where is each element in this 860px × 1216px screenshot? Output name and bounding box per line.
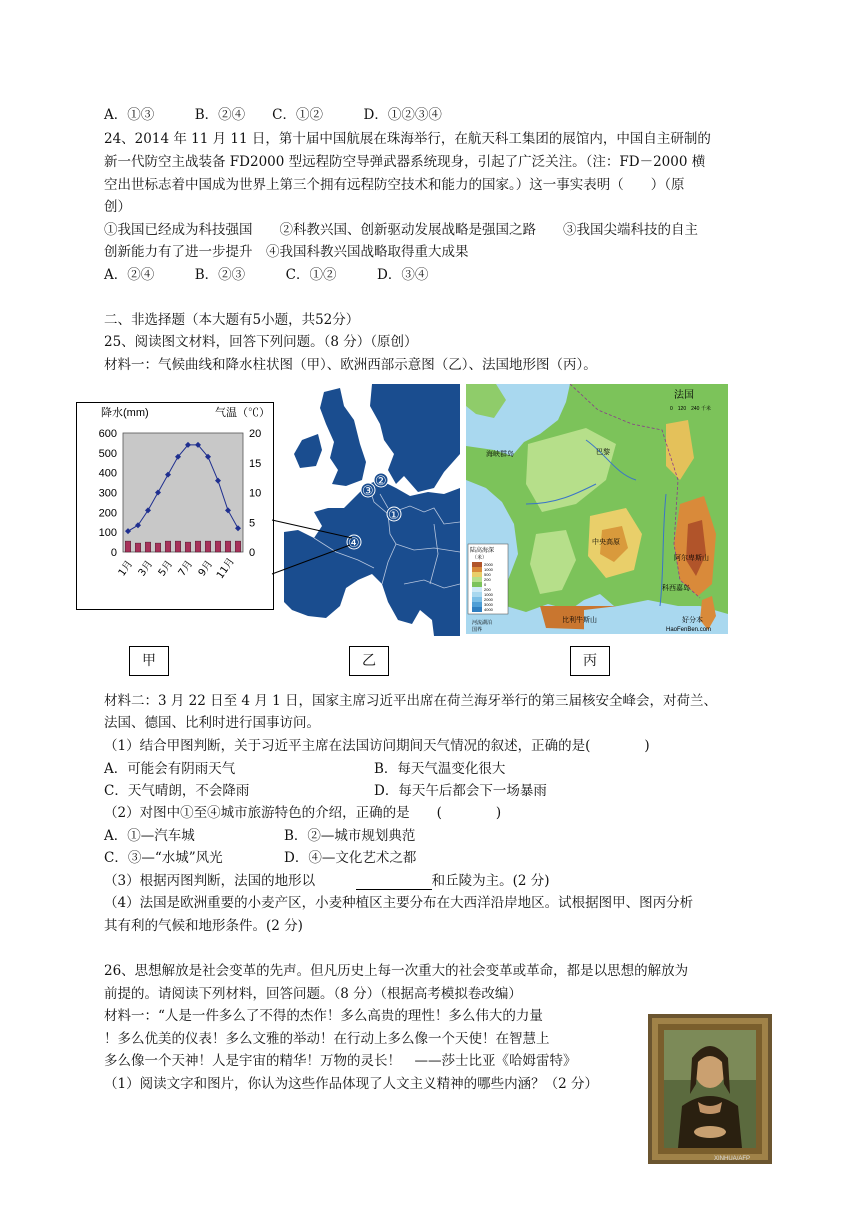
right-tick-label: 10 — [249, 487, 262, 500]
place-central-plateau: 中央高原 — [592, 539, 620, 546]
q24-line3: 空出世标志着中国成为世界上第三个拥有远程防空技术和能力的国家。）这一事实表明（ ）（原 — [104, 177, 685, 193]
map-credit: HaoFenBen.com — [666, 627, 712, 633]
q24-line4: 创） — [104, 199, 131, 215]
right-tick-label: 15 — [249, 457, 262, 470]
legend-value: 500 — [484, 572, 491, 577]
q25-sub3 — [104, 872, 550, 890]
ylabel-left: 降水(mm) — [101, 407, 149, 419]
map-bing-title: 法国 — [674, 390, 694, 401]
left-tick-label: 600 — [98, 428, 117, 440]
left-tick-label: 400 — [98, 467, 117, 480]
q24-line2: 新一代防空主战装备 FD2000 型远程防空导弹武器系统现身，引起了广泛关注。（注：FD－2000 横 — [104, 154, 706, 170]
mona-lisa-photo — [648, 1014, 772, 1164]
legend-swatch — [472, 582, 482, 587]
q25-sub2: （2）对图中①至④城市旅游特色的介绍，正确的是 ( ) — [104, 805, 502, 821]
q25-sub1-option-a: A．可能会有阴雨天气 — [104, 761, 236, 777]
q25-material2-line2: 法国、德国、比利时进行国事访问。 — [104, 715, 320, 731]
legend-value: 2000 — [484, 562, 493, 567]
x-tick-label: 11月 — [214, 556, 237, 582]
q25-sub3-answer-blank[interactable] — [356, 875, 432, 890]
france-topo-map-svg — [466, 384, 728, 634]
marker-1: ① — [388, 508, 400, 523]
left-tick-label: 100 — [98, 527, 117, 540]
q25-material2-line1: 材料二：3 月 22 日至 4 月 1 日，国家主席习近平出席在荷兰海牙举行的第三届核安全峰会，对荷兰、 — [104, 693, 717, 709]
q25-material1: 材料一：气候曲线和降水柱状图（甲）、欧洲西部示意图（乙）、法国地形图（丙）。 — [104, 357, 597, 373]
ylabel-right: 气温（℃） — [215, 407, 270, 419]
place-paris: 巴黎 — [596, 449, 610, 456]
marker-3: ③ — [362, 484, 374, 499]
q25-sub2-option-c: C．③—“水城”风光 — [104, 850, 223, 866]
q25-sub1-option-d: D．每天午后都会下一场暴雨 — [374, 783, 547, 799]
x-tick-label: 3月 — [136, 558, 156, 579]
q23-options: A．①③ B．②④ C．①② D．①②③④ — [104, 107, 442, 123]
q25-title: 25、阅读图文材料，回答下列问题。（8 分）（原创） — [104, 334, 418, 350]
q26-sub1: （1）阅读文字和图片，你认为这些作品体现了人文主义精神的哪些内涵？（2 分） — [104, 1076, 598, 1092]
legend-swatch — [472, 562, 482, 567]
section-heading: 二、非选择题（本大题有5小题，共52分） — [104, 312, 360, 328]
label-jia: 甲 — [129, 646, 169, 676]
legend-value: 3000 — [484, 602, 493, 607]
right-tick-label: 20 — [249, 428, 262, 440]
q25-sub4-line1: （4）法国是欧洲重要的小麦产区，小麦种植区主要分布在大西洋沿岸地区。试根据图甲、图丙分析 — [104, 895, 694, 911]
legend-value: 1000 — [484, 592, 493, 597]
place-corsica: 科西嘉岛 — [662, 585, 690, 592]
q25-sub3-prefix: （3）根据丙图判断，法国的地形以 — [104, 873, 356, 889]
left-tick-label: 500 — [98, 447, 117, 460]
right-tick-label: 5 — [249, 517, 256, 530]
legend-value: 4000 — [484, 607, 493, 612]
legend-swatch — [472, 607, 482, 612]
q25-sub2-option-a: A．①—汽车城 — [104, 828, 195, 844]
legend-value: 200 — [484, 587, 491, 592]
x-tick-label: 1月 — [116, 558, 136, 579]
legend-swatch — [472, 572, 482, 577]
q25-sub2-option-b: B．②—城市规划典范 — [284, 828, 416, 844]
place-alps: 阿尔卑斯山 — [674, 555, 709, 562]
q25-sub1-option-b: B．每天气温变化很大 — [374, 761, 506, 777]
legend-unit: （米） — [472, 555, 488, 561]
q26-material1-line1: 材料一：“人是一件多么了不得的杰作！多么高贵的理性！多么伟大的力量 — [104, 1008, 543, 1024]
legend-swatch — [472, 587, 482, 592]
place-channel-islands: 海峡群岛 — [486, 451, 514, 458]
legend-swatch — [472, 597, 482, 602]
x-tick-label: 9月 — [196, 558, 216, 579]
q24-options: A．②④ B．②③ C．①② D．③④ — [104, 267, 429, 283]
x-tick-label: 5月 — [156, 558, 176, 579]
q26-material1-line3: 多么像一个天神！人是宇宙的精华！万物的灵长！ ——莎士比亚《哈姆雷特》 — [104, 1053, 577, 1069]
legend-border: 国界 — [472, 627, 483, 633]
legend-swatch — [472, 592, 482, 597]
legend-swatch — [472, 577, 482, 582]
marker-4: ④ — [348, 536, 360, 551]
q25-sub2-option-d: D．④—文化艺术之都 — [284, 850, 417, 866]
q25-sub1: （1）结合甲图判断，关于习近平主席在法国访问期间天气情况的叙述，正确的是( ) — [104, 738, 650, 754]
q24-line5: ①我国已经成为科技强国 ②科教兴国、创新驱动发展战略是强国之路 ③我国尖端科技的自主 — [104, 222, 698, 238]
mona-lisa-svg — [648, 1014, 772, 1164]
marker-2: ② — [375, 474, 387, 489]
q26-material1-line2: ！多么优美的仪表！多么文雅的举动！在行动上多么像一个天使！在智慧上 — [104, 1031, 550, 1047]
legend-swatch — [472, 567, 482, 572]
label-yi: 乙 — [349, 646, 389, 676]
right-tick-label: 0 — [249, 547, 256, 559]
q24-line6: 创新能力有了进一步提升 ④我国科教兴国战略取得重大成果 — [104, 244, 469, 260]
left-tick-label: 200 — [98, 507, 117, 520]
place-pyrenees: 比利牛斯山 — [562, 617, 597, 624]
map-bing-scale: 0 120 240 千米 — [670, 406, 711, 412]
q25-sub4-line2: 其有利的气候和地形条件。(2 分) — [104, 918, 303, 934]
x-tick-label: 7月 — [176, 558, 196, 579]
legend-title: 陆高海深 — [470, 548, 495, 554]
legend-value: 2000 — [484, 597, 493, 602]
photo-watermark: XINHUA/AFP — [714, 1156, 751, 1162]
legend-value: 0 — [484, 582, 487, 587]
legend-river: 河流湖泊 — [472, 620, 493, 626]
label-bing: 丙 — [570, 646, 610, 676]
q26-line2: 前提的。请阅读下列材料，回答问题。（8 分）（根据高考模拟卷改编） — [104, 986, 522, 1002]
left-tick-label: 0 — [110, 547, 117, 559]
q26-line1: 26、思想解放是社会变革的先声。但凡历史上每一次重大的社会变革或革命，都是以思想的解放为 — [104, 963, 689, 979]
map-credit-logo: 好分本 — [682, 617, 703, 624]
legend-value: 1000 — [484, 567, 493, 572]
legend-value: 200 — [484, 577, 491, 582]
france-topo-map — [466, 384, 728, 634]
q25-sub3-suffix: 和丘陵为主。(2 分) — [431, 873, 550, 889]
q24-line1: 24、2014 年 11 月 11 日，第十届中国航展在珠海举行，在航天科工集团的展馆内，中国自主研制的 — [104, 131, 711, 147]
legend-swatch — [472, 602, 482, 607]
left-tick-label: 300 — [98, 487, 117, 500]
q25-sub1-option-c: C．天气晴朗，不会降雨 — [104, 783, 250, 799]
